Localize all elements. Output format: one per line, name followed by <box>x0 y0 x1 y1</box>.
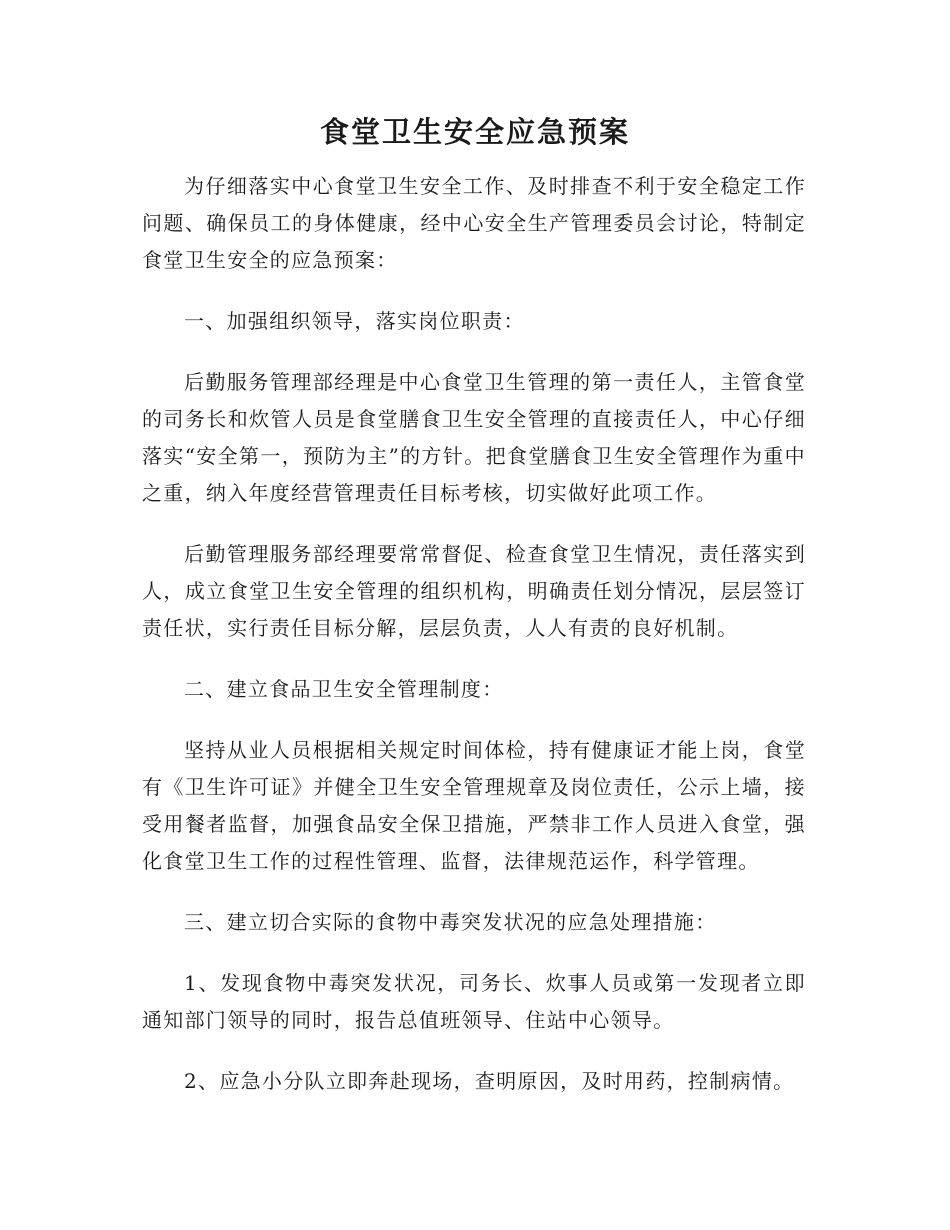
intro-paragraph: 为仔细落实中心食堂卫生安全工作、及时排查不利于安全稳定工作问题、确保员工的身体健康，经中心安全生产管理委员会讨论，特制定食堂卫生安全的应急预案： <box>142 174 806 272</box>
section-1-paragraph-1: 后勤服务管理部经理是中心食堂卫生管理的第一责任人，主管食堂的司务长和炊管人员是食堂膳食卫生安全管理的直接责任人，中心仔细落实“安全第一，预防为主”的方针。把食堂膳食卫生安全管理作为重中之重，纳入年度经营管理责任目标考核，切实做好此项工作。 <box>142 370 806 505</box>
section-1-paragraph-2: 后勤管理服务部经理要常常督促、检查食堂卫生情况，责任落实到人，成立食堂卫生安全管理的组织机构，明确责任划分情况，层层签订责任状，实行责任目标分解，层层负责，人人有责的良好机制。 <box>142 542 806 640</box>
section-3-item-1: 1、发现食物中毒突发状况，司务长、炊事人员或第一发现者立即通知部门领导的同时，报告总值班领导、住站中心领导。 <box>142 971 806 1032</box>
section-heading-1: 一、加强组织领导，落实岗位职责： <box>184 309 525 333</box>
document-body <box>142 168 806 1124</box>
section-heading-3: 三、建立切合实际的食物中毒突发状况的应急处理措施： <box>184 910 717 934</box>
section-heading-2: 二、建立食品卫生安全管理制度： <box>184 677 504 701</box>
section-2-paragraph-1: 坚持从业人员根据相关规定时间体检，持有健康证才能上岗，食堂有《卫生许可证》并健全卫生安全管理规章及岗位责任，公示上墙，接受用餐者监督，加强食品安全保卫措施，严禁非工作人员进入食堂，强化食堂卫生工作的过程性管理、监督，法律规范运作，科学管理。 <box>142 738 806 873</box>
section-3-item-2: 2、应急小分队立即奔赴现场，查明原因，及时用药，控制病情。 <box>184 1069 795 1093</box>
document-title: 食堂卫生安全应急预案 <box>319 115 630 149</box>
